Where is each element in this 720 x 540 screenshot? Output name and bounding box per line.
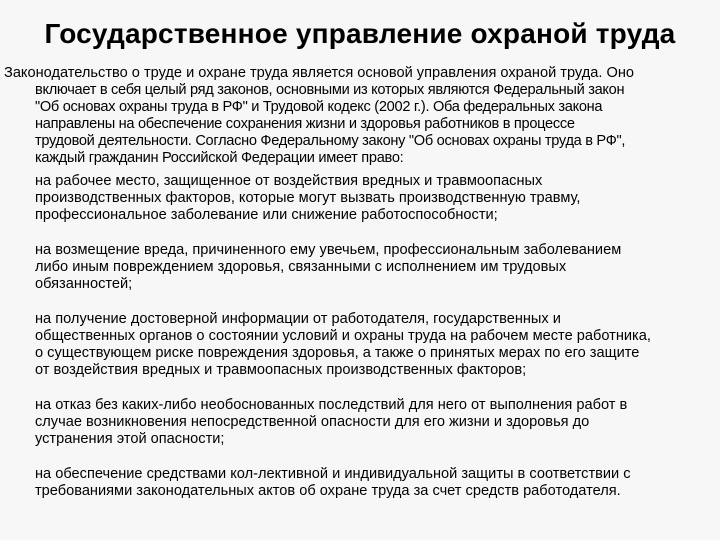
right-item-line: производственных факторов, которые могут вызвать производственную травму,: [35, 190, 581, 206]
slide-title: Государственное управление охраной труда: [44, 18, 676, 49]
right-item: [35, 397, 715, 448]
right-item-line: случае возникновения непосредственной опасности для его жизни и здоровья до: [35, 414, 590, 430]
intro-line: направлены на обеспечение сохранения жизни и здоровья работников в процессе: [35, 116, 575, 132]
intro-line: трудовой деятельности. Согласно Федеральному закону "Об основах охраны труда в РФ",: [35, 133, 626, 149]
right-item: [35, 173, 715, 224]
intro-paragraph: [4, 65, 716, 167]
right-item: [35, 466, 715, 500]
right-item-line: общественных органов о состоянии условий и охраны труда на рабочем месте работника,: [35, 328, 651, 344]
right-item-line: либо иным повреждением здоровья, связанными с исполнением им трудовых: [35, 259, 567, 275]
right-item-line: обязанностей;: [35, 276, 133, 292]
right-item: [35, 311, 715, 379]
right-item-line: на возмещение вреда, причиненного ему увечьем, профессиональным заболеванием: [35, 242, 622, 258]
rights-list: [35, 173, 715, 518]
right-item-line: от воздействия вредных и травмоопасных производственных факторов;: [35, 362, 527, 378]
right-item-line: о существующем риске повреждения здоровья, а также о принятых мерах по его защите: [35, 345, 640, 361]
intro-line: Законодательство о труде и охране труда является основой управления охраной труда. Оно: [4, 65, 635, 81]
right-item-line: на отказ без каких-либо необоснованных последствий для него от выполнения работ в: [35, 397, 628, 413]
right-item-line: требованиями законодательных актов об охране труда за счет средств работодателя.: [35, 483, 621, 499]
intro-line: включает в себя целый ряд законов, основными из которых являются Федеральный закон: [35, 82, 625, 98]
right-item-line: профессиональное заболевание или снижение работоспособности;: [35, 207, 498, 223]
right-item-line: на получение достоверной информации от работодателя, государственных и: [35, 311, 561, 327]
right-item: [35, 242, 715, 293]
right-item-line: устранения этой опасности;: [35, 431, 225, 447]
intro-line: каждый гражданин Российской Федерации имеет право:: [35, 150, 404, 166]
intro-line: "Об основах охраны труда в РФ" и Трудовой кодекс (2002 г.). Оба федеральных закона: [35, 99, 603, 115]
right-item-line: на обеспечение средствами кол-лективной и индивидуальной защиты в соответствии с: [35, 466, 631, 482]
right-item-line: на рабочее место, защищенное от воздействия вредных и травмоопасных: [35, 173, 543, 189]
